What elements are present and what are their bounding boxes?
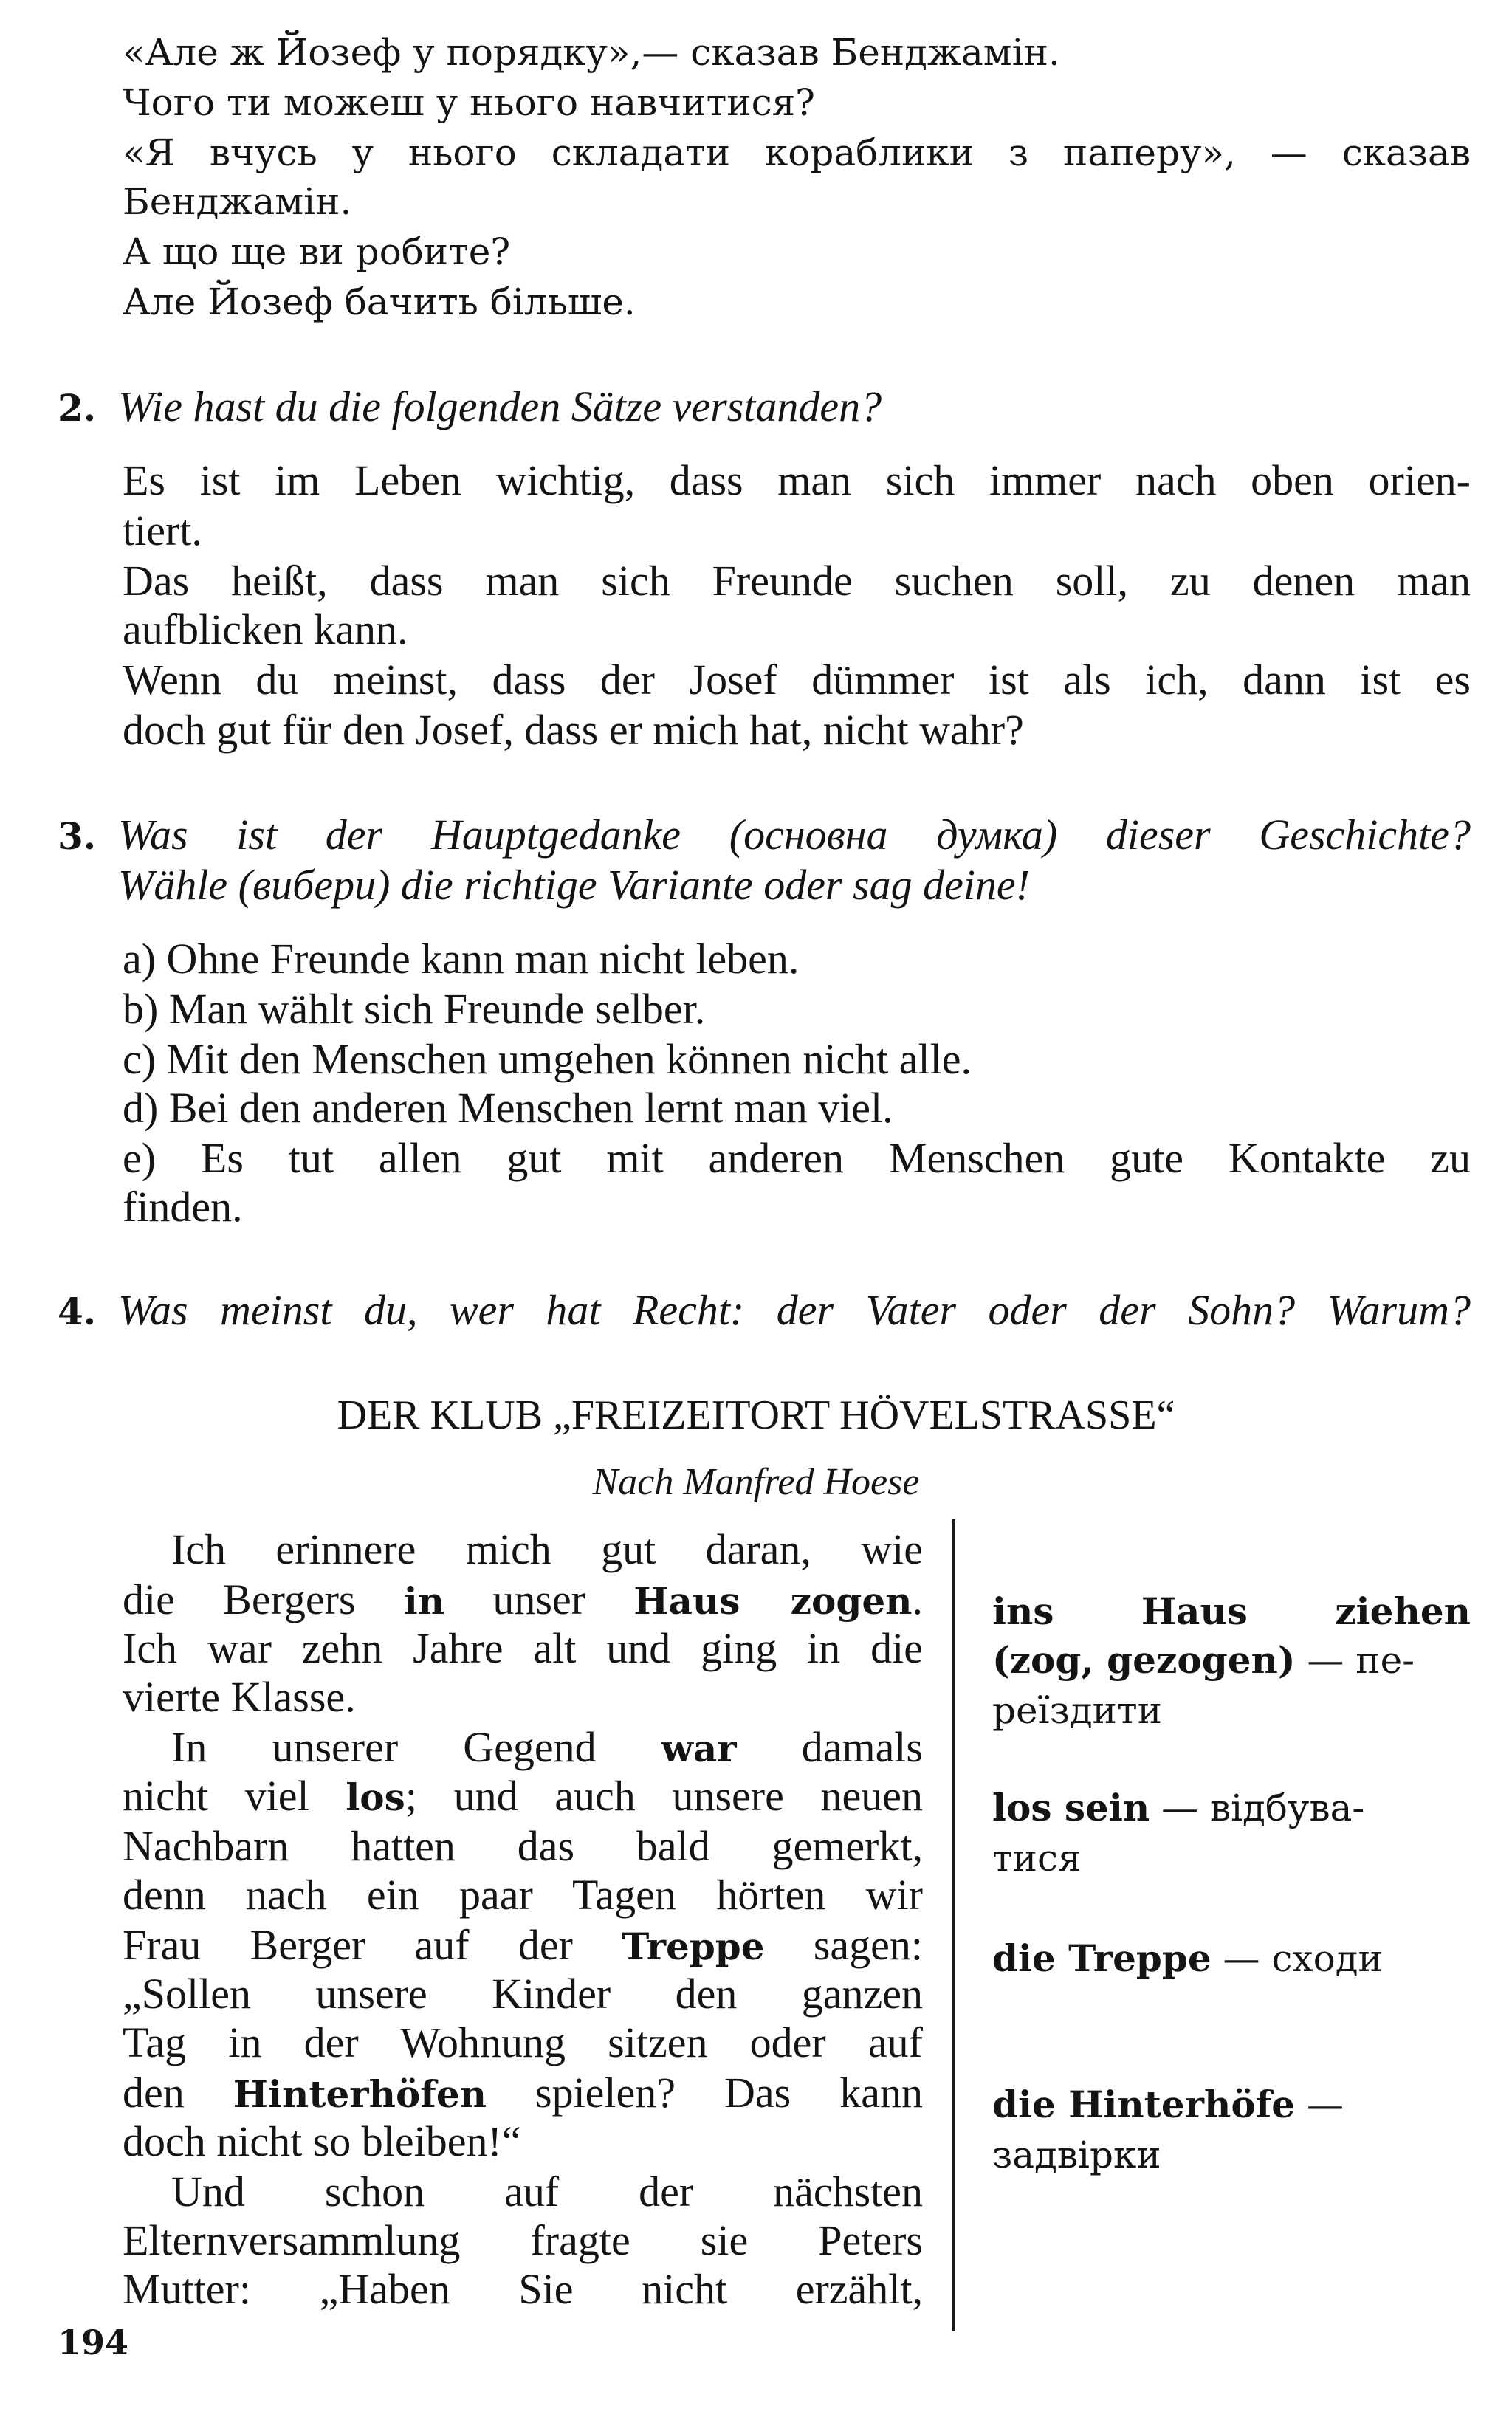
dialogue-line: «Я вчусь у нього складати кораблики з паперу», — сказав (123, 131, 1471, 174)
answer-option: b) Man wählt sich Freunde selber. (123, 985, 706, 1033)
dialogue-line: А що ще ви робите? (123, 230, 511, 273)
glossary-term: ins Haus ziehen (992, 1589, 1471, 1633)
answer-option: a) Ohne Freunde kann man nicht leben. (123, 935, 800, 983)
glossary-term: los sein — відбува- (992, 1786, 1365, 1829)
answer-option: e) Es tut allen gut mit anderen Menschen gute Kontakte zu (123, 1134, 1471, 1182)
column-divider (952, 1519, 955, 2331)
answer-option: d) Bei den anderen Menschen lernt man viel. (123, 1084, 893, 1132)
dialogue-line: Чого ти можеш у нього навчитися? (123, 81, 815, 124)
task-text-line: tiert. (123, 506, 202, 554)
body-line: Frau Berger auf der Treppe sagen: (123, 1921, 923, 1969)
glossary-translation: задвірки (992, 2134, 1161, 2176)
task-question: Was meinst du, wer hat Recht: der Vater oder der Sohn? Warum? (118, 1286, 1471, 1334)
task-number: 3. (58, 814, 97, 858)
dialogue-line: Але Йозеф бачить більше. (123, 281, 636, 323)
task-question: Wie hast du die folgenden Sätze verstanden? (118, 382, 882, 430)
page-number: 194 (58, 2323, 129, 2362)
task-question: Was ist der Hauptgedanke (основна думка) dieser Geschichte? (118, 811, 1471, 859)
story-title: DER KLUB „FREIZEITORT HÖVELSTRASSE“ (337, 1392, 1175, 1438)
task-text-line: Es ist im Leben wichtig, dass man sich immer nach oben orien- (123, 456, 1471, 504)
body-line: Ich erinnere mich gut daran, wie (171, 1525, 923, 1573)
task-text-line: aufblicken kann. (123, 605, 408, 653)
glossary-translation: реїздити (992, 1689, 1162, 1732)
body-line: denn nach ein paar Tagen hörten wir (123, 1871, 923, 1919)
body-line: Ich war zehn Jahre alt und ging in die (123, 1624, 923, 1672)
answer-option: finden. (123, 1183, 243, 1231)
dialogue-line: Бенджамін. (123, 180, 352, 223)
body-line: In unserer Gegend war damals (171, 1723, 923, 1771)
body-line: Mutter: „Haben Sie nicht erzählt, (123, 2265, 923, 2313)
task-question: Wähle (вибери) die richtige Variante oder sag deine! (118, 861, 1030, 909)
glossary-term: die Hinterhöfe — (992, 2083, 1344, 2126)
body-line: Nachbarn hatten das bald gemerkt, (123, 1822, 923, 1870)
body-line: Und schon auf der nächsten (171, 2168, 923, 2216)
body-line: Elternversammlung fragte sie Peters (123, 2216, 923, 2264)
task-text-line: Wenn du meinst, dass der Josef dümmer ist als ich, dann ist es (123, 656, 1471, 704)
body-line: den Hinterhöfen spielen? Das kann (123, 2069, 923, 2117)
story-subtitle: Nach Manfred Hoese (592, 1461, 920, 1503)
glossary-translation: тися (992, 1837, 1082, 1880)
body-line: „Sollen unsere Kinder den ganzen (123, 1970, 923, 2018)
glossary-term: die Treppe — сходи (992, 1936, 1383, 1980)
body-line: doch nicht so bleiben!“ (123, 2117, 521, 2165)
task-text-line: Das heißt, dass man sich Freunde suchen soll, zu denen man (123, 557, 1471, 605)
task-number: 2. (58, 386, 97, 430)
task-text-line: doch gut für den Josef, dass er mich hat, nicht wahr? (123, 706, 1024, 754)
answer-option: c) Mit den Menschen umgehen können nicht alle. (123, 1035, 972, 1083)
body-line: Tag in der Wohnung sitzen oder auf (123, 2018, 923, 2066)
task-number: 4. (58, 1290, 97, 1333)
glossary-term-forms: (zog, gezogen) — пе- (992, 1638, 1415, 1682)
body-line: nicht viel los; und auch unsere neuen (123, 1772, 923, 1820)
dialogue-line: «Але ж Йозеф у порядку»,— сказав Бенджамін. (123, 31, 1060, 74)
body-line: die Bergers in unser Haus zogen. (123, 1575, 923, 1623)
body-line: vierte Klasse. (123, 1673, 356, 1721)
